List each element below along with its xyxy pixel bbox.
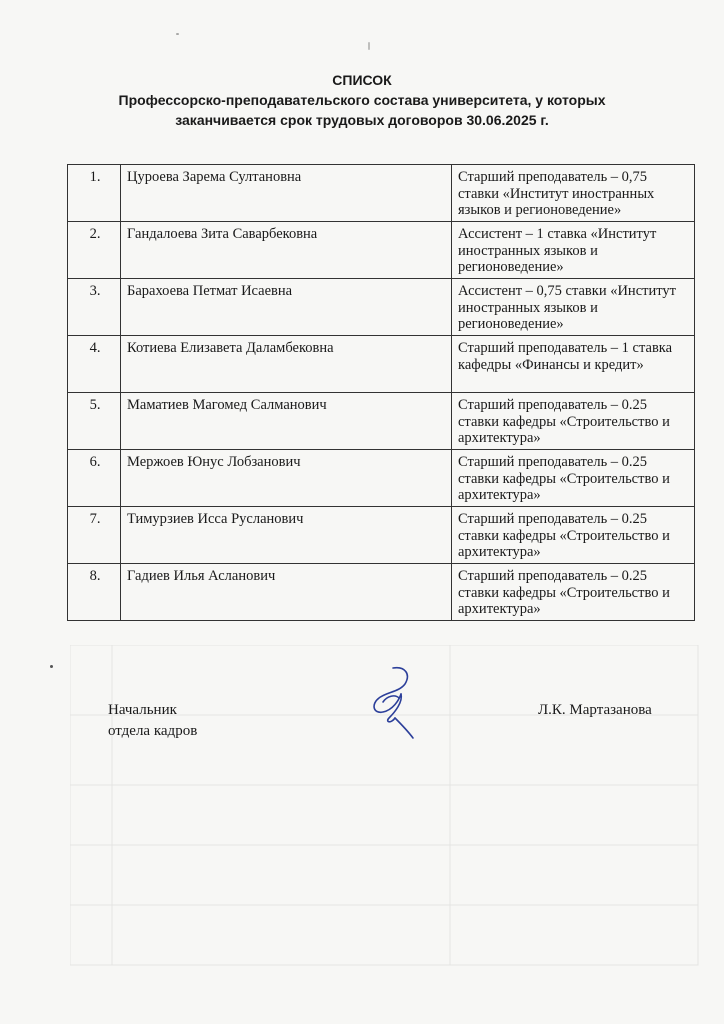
employee-name: Тимурзиев Исса Русланович xyxy=(121,507,452,564)
staff-table xyxy=(67,164,695,621)
signoff-role-line-2: отдела кадров xyxy=(108,723,198,739)
handwritten-signature xyxy=(365,662,425,742)
row-number: 7. xyxy=(68,507,121,564)
employee-position: Старший преподаватель – 1 ставка кафедры «Финансы и кредит» xyxy=(452,336,695,393)
employee-name: Маматиев Магомед Салманович xyxy=(121,393,452,450)
employee-position: Старший преподаватель – 0.25 ставки кафедры «Строительство и архитектура» xyxy=(452,507,695,564)
employee-name: Гадиев Илья Асланович xyxy=(121,564,452,621)
row-number: 3. xyxy=(68,279,121,336)
row-number: 2. xyxy=(68,222,121,279)
table-row xyxy=(68,336,695,393)
employee-name: Котиева Елизавета Даламбековна xyxy=(121,336,452,393)
signer-name: Л.К. Мартазанова xyxy=(538,702,652,718)
employee-name: Гандалоева Зита Саварбековна xyxy=(121,222,452,279)
document-title: СПИСОК xyxy=(332,72,392,88)
table-row xyxy=(68,393,695,450)
scan-speck xyxy=(50,665,53,668)
employee-name: Мержоев Юнус Лобзанович xyxy=(121,450,452,507)
document-heading xyxy=(0,70,724,130)
table-row xyxy=(68,450,695,507)
employee-position: Старший преподаватель – 0.25 ставки кафедры «Строительство и архитектура» xyxy=(452,564,695,621)
table-row xyxy=(68,564,695,621)
signoff-role xyxy=(108,700,197,742)
employee-position: Ассистент – 1 ставка «Институт иностранных языков и регионоведение» xyxy=(452,222,695,279)
document-subtitle-line-1: Профессорско-преподавательского состава университета, у которых xyxy=(118,92,606,108)
row-number: 8. xyxy=(68,564,121,621)
employee-name: Барахоева Петмат Исаевна xyxy=(121,279,452,336)
employee-position: Старший преподаватель – 0.25 ставки кафедры «Строительство и архитектура» xyxy=(452,393,695,450)
signoff-role-line-1: Начальник xyxy=(108,702,177,718)
employee-position: Старший преподаватель – 0,75 ставки «Институт иностранных языков и регионоведение» xyxy=(452,165,695,222)
employee-name: Цуроева Зарема Султановна xyxy=(121,165,452,222)
table-row xyxy=(68,165,695,222)
document-subtitle-line-2: заканчивается срок трудовых договоров 30.06.2025 г. xyxy=(175,112,549,128)
staff-table-body xyxy=(68,165,695,621)
employee-position: Ассистент – 0,75 ставки «Институт иностранных языков и регионоведение» xyxy=(452,279,695,336)
row-number: 4. xyxy=(68,336,121,393)
table-row xyxy=(68,279,695,336)
table-row xyxy=(68,507,695,564)
row-number: 1. xyxy=(68,165,121,222)
scan-speck xyxy=(368,42,370,50)
employee-position: Старший преподаватель – 0.25 ставки кафедры «Строительство и архитектура» xyxy=(452,450,695,507)
table-row xyxy=(68,222,695,279)
row-number: 5. xyxy=(68,393,121,450)
row-number: 6. xyxy=(68,450,121,507)
scan-speck xyxy=(176,33,179,35)
